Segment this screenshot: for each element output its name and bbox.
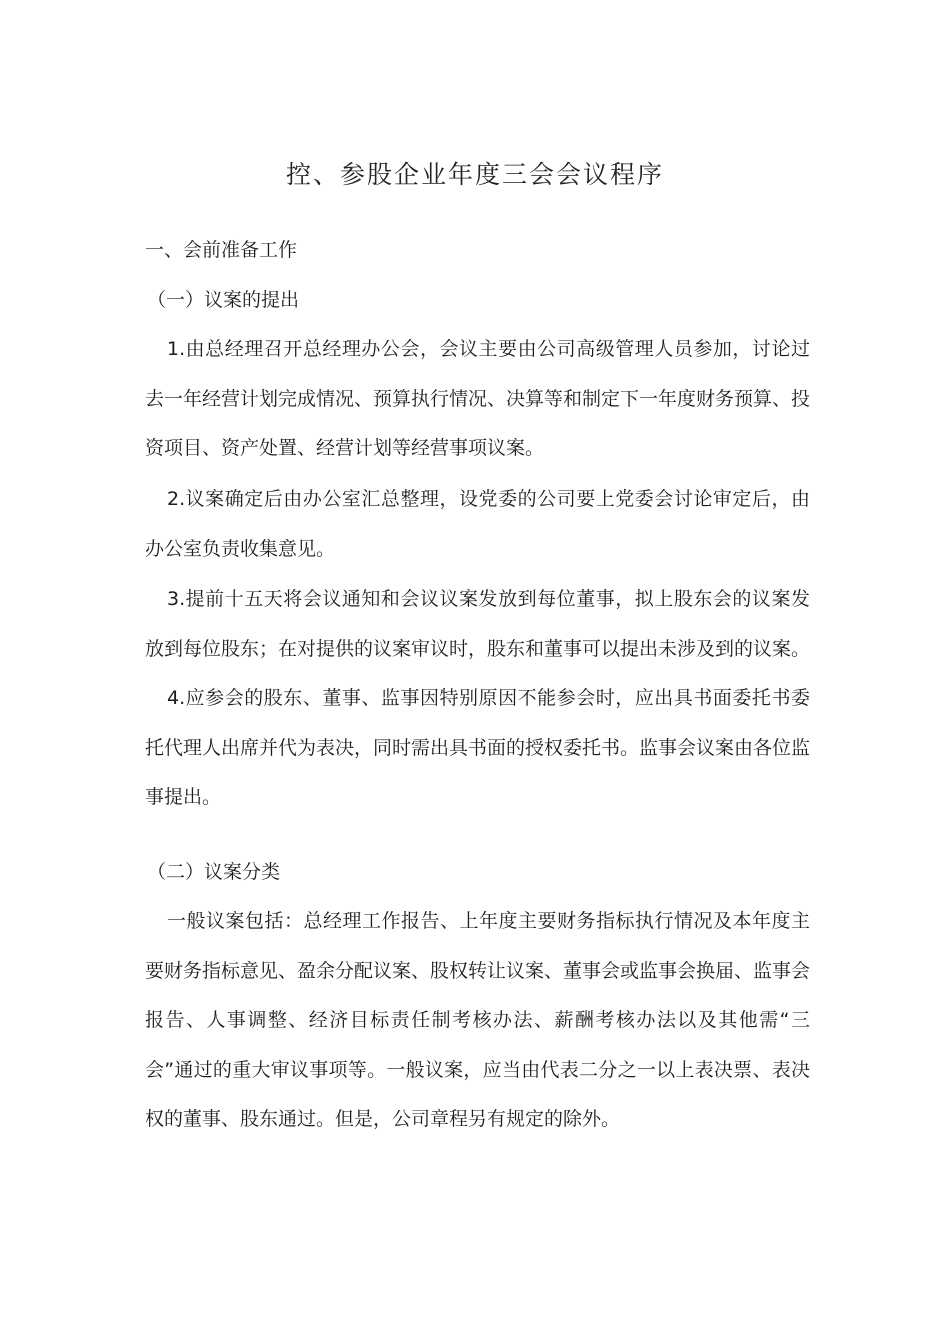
subsection-heading-proposal: （一）议案的提出 — [147, 289, 300, 311]
paragraph-4: 4.应参会的股东、董事、监事因特别原因不能参会时，应出具书面委托书委托代理人出席并代为表决，同时需出具书面的授权委托书。监事会议案由各位监事提出。 — [145, 687, 811, 808]
subsection-heading-classification: （二）议案分类 — [147, 861, 281, 883]
paragraph-3: 3.提前十五天将会议通知和会议议案发放到每位董事，拟上股东会的议案发放到每位股东；在对提供的议案审议时，股东和董事可以提出未涉及到的议案。 — [145, 588, 811, 660]
paragraph-5: 一般议案包括：总经理工作报告、上年度主要财务指标执行情况及本年度主要财务指标意见、盈余分配议案、股权转让议案、董事会或监事会换届、监事会报告、人事调整、经济目标责任制考核办法、薪酬考核办法以及其他需“三会”通过的重大审议事项等。一般议案，应当由代表二分之一以上表决票、表决权的董事、股东通过。但是，公司章程另有规定的除外。 — [145, 910, 811, 1130]
section-heading: 一、会前准备工作 — [145, 239, 298, 261]
paragraph-2: 2.议案确定后由办公室汇总整理，设党委的公司要上党委会讨论审定后，由办公室负责收集意见。 — [145, 488, 810, 560]
document-title: 控、参股企业年度三会会议程序 — [285, 160, 664, 189]
paragraph-1: 1.由总经理召开总经理办公会，会议主要由公司高级管理人员参加，讨论过去一年经营计划完成情况、预算执行情况、决算等和制定下一年度财务预算、投资项目、资产处置、经营计划等经营事项议案。 — [145, 338, 811, 459]
